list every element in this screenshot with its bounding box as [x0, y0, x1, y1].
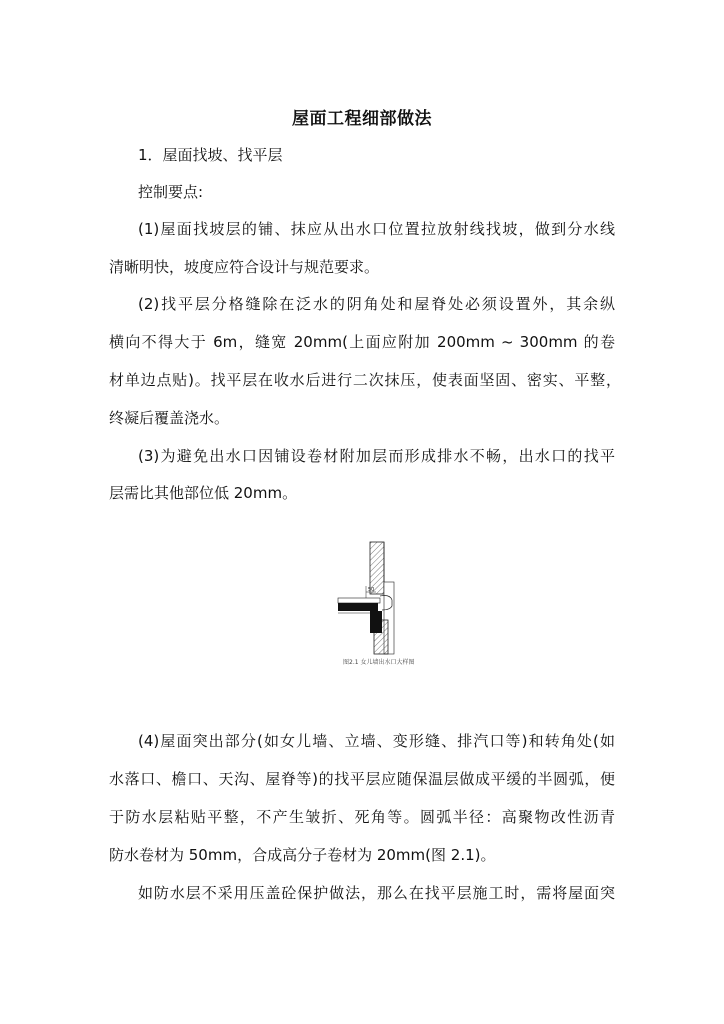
section-heading: 1．屋面找坡、找平层 [138, 146, 283, 164]
paragraph-1-line-2: 清晰明快，坡度应符合设计与规范要求。 [109, 258, 380, 276]
paragraph-3-line-1: (3)为避免出水口因铺设卷材附加层而形成排水不畅，出水口的找平 [138, 447, 615, 465]
paragraph-5-line-1: 如防水层不采用压盖砼保护做法，那么在找平层施工时，需将屋面突 [138, 884, 615, 902]
structural-slab [370, 611, 382, 633]
paragraph-3-line-2: 层需比其他部位低 20mm。 [109, 484, 298, 502]
paragraph-4-line-2: 水落口、檐口、天沟、屋脊等)的找平层应随保温层做成平缓的半圆弧，便 [109, 770, 615, 788]
paragraph-1-line-1: (1)屋面找坡层的铺、抹应从出水口位置拉放射线找坡，做到分水线 [138, 220, 615, 238]
dimension-label: 50 [368, 587, 375, 593]
paragraph-2-line-1: (2)找平层分格缝除在泛水的阴角处和屋脊处必须设置外，其余纵 [138, 295, 615, 313]
parapet-outlet-detail-figure [330, 538, 420, 673]
paragraph-2-line-4: 终凝后覆盖浇水。 [109, 409, 230, 427]
leveling-layer [338, 598, 380, 603]
paragraph-2-line-2: 横向不得大于 6m，缝宽 20mm(上面应附加 200mm ~ 300mm 的卷 [109, 333, 615, 351]
document-title: 屋面工程细部做法 [292, 109, 432, 129]
insulation-layer [338, 603, 378, 611]
paragraph-4-line-4: 防水卷材为 50mm，合成高分子卷材为 20mm(图 2.1)。 [109, 846, 496, 864]
paragraph-4-line-3: 于防水层粘贴平整，不产生皱折、死角等。圆弧半径：高聚物改性沥青 [109, 808, 615, 826]
figure-caption: 图2.1 女儿墙出水口大样图 [343, 659, 415, 666]
paragraph-2-line-3: 材单边点贴)。找平层在收水后进行二次抹压，使表面坚固、密实、平整， [109, 371, 621, 389]
control-points-label: 控制要点: [138, 183, 204, 201]
paragraph-4-line-1: (4)屋面突出部分(如女儿墙、立墙、变形缝、排汽口等)和转角处(如 [138, 732, 615, 750]
